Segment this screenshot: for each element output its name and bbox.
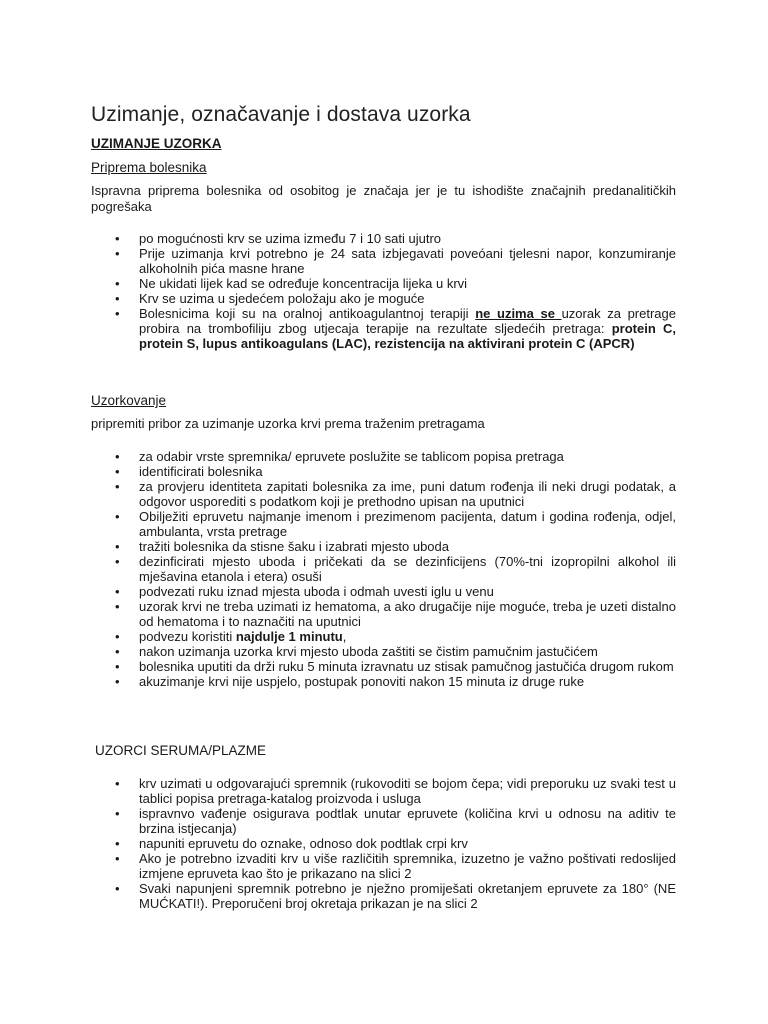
intro-paragraph: Ispravna priprema bolesnika od osobitog je značaja jer je tu ishodište značajnih predanalitičkih pogrešaka	[91, 183, 676, 214]
subheading-uzorkovanje: Uzorkovanje	[91, 393, 167, 408]
document-title: Uzimanje, označavanje i dostava uzorka	[91, 103, 471, 126]
list-item: • Ako je potrebno izvaditi krv u više različitih spremnika, izuzetno je važno poštivati redoslijed izmjene epruveta kao što je prikazano na slici 2	[91, 851, 676, 881]
list-item: • nakon uzimanja uzorka krvi mjesto uboda zaštiti se čistim pamučnim jastučićem	[91, 644, 676, 659]
list-item: • Prije uzimanja krvi potrebno je 24 sata izbjegavati poveóani tjelesni napor, konzumiranje alkoholnih pića masne hrane	[91, 246, 676, 276]
text-span: ,	[342, 629, 347, 644]
list-item: • Obilježiti epruvetu najmanje imenom i prezimenom pacijenta, datum i godina rođenja, odjel, ambulanta, vrsta pretrage	[91, 509, 676, 539]
text-span: Bolesnicima koji su na oralnoj antikoagulantnoj terapiji	[139, 306, 476, 321]
list-item: • za provjeru identiteta zapitati bolesnika za ime, puni datum rođenja ili neki drugi podatak, a odgovor usporediti s podatkom koji je prethodno upisan na uputnici	[91, 479, 676, 509]
list-item: • za odabir vrste spremnika/ epruvete poslužite se tablicom popisa pretraga	[91, 449, 676, 464]
list-item: • ispravnvo vađenje osigurava podtlak unutar epruvete (količina krvi u odnosu na aditiv te brzina istjecanja)	[91, 806, 676, 836]
list-item: • bolesnika uputiti da drži ruku 5 minuta izravnatu uz stisak pamučnog jastučića drugom rukom	[91, 659, 676, 674]
emphasis-ne-uzima: ne uzima se	[475, 306, 562, 321]
subheading-priprema: Priprema bolesnika	[91, 160, 207, 175]
uzorkovanje-intro: pripremiti pribor za uzimanje uzorka krvi prema traženim pretragama	[91, 416, 485, 431]
text-span: podvezu koristiti	[139, 629, 236, 644]
list-item: • napuniti epruvetu do oznake, odnoso dok podtlak crpi krv	[91, 836, 676, 851]
list-item: • podvezati ruku iznad mjesta uboda i odmah uvesti iglu u venu	[91, 584, 676, 599]
list-item-anticoagulant	[91, 306, 676, 351]
list-item-tourniquet	[91, 629, 676, 644]
serum-list	[91, 776, 676, 911]
list-item: • uzorak krvi ne treba uzimati iz hematoma, a ako drugačije nije moguće, treba je uzeti distalno od hematoma i to naznačiti na uputnici	[91, 599, 676, 629]
list-item: • Ne ukidati lijek kad se određuje koncentracija lijeka u krvi	[91, 276, 676, 291]
list-item: • tražiti bolesnika da stisne šaku i izabrati mjesto uboda	[91, 539, 676, 554]
list-item: • identificirati bolesnika	[91, 464, 676, 479]
list-item: • krv uzimati u odgovarajući spremnik (rukovoditi se bojom čepa; vidi preporuku uz svaki test u tablici popisa pretraga-katalog proizvoda i usluga	[91, 776, 676, 806]
list-item: • dezinficirati mjesto uboda i pričekati da se dezinficijens (70%-tni izopropilni alkohol ili mješavina etanola i etera) osuši	[91, 554, 676, 584]
preparation-list	[91, 231, 676, 351]
bold-duration: najdulje 1 minutu	[235, 629, 343, 644]
section-heading-uzimanje: UZIMANJE UZORKA	[91, 136, 222, 151]
list-item: • po mogućnosti krv se uzima između 7 i 10 sati ujutro	[91, 231, 676, 246]
bold-tests: protein C, protein S, lupus antikoagulans (LAC), rezistencija na aktivirani protein C (APCR)	[139, 321, 676, 351]
section-heading-serum: UZORCI SERUMA/PLAZME	[95, 743, 267, 758]
list-item: • akuzimanje krvi nije uspjelo, postupak ponoviti nakon 15 minuta iz druge ruke	[91, 674, 676, 689]
list-item: • Krv se uzima u sjedećem položaju ako je moguće	[91, 291, 676, 306]
list-item: • Svaki napunjeni spremnik potrebno je nježno promiješati okretanjem epruvete za 180° (NE MUĆKATI!). Preporučeni broj okretaja prikazan je na slici 2	[91, 881, 676, 911]
sampling-list	[91, 449, 676, 689]
text-span: uzorak za pretrage probira na trombofiliju zbog utjecaja terapije na rezultate sljedećih pretraga:	[139, 306, 676, 336]
